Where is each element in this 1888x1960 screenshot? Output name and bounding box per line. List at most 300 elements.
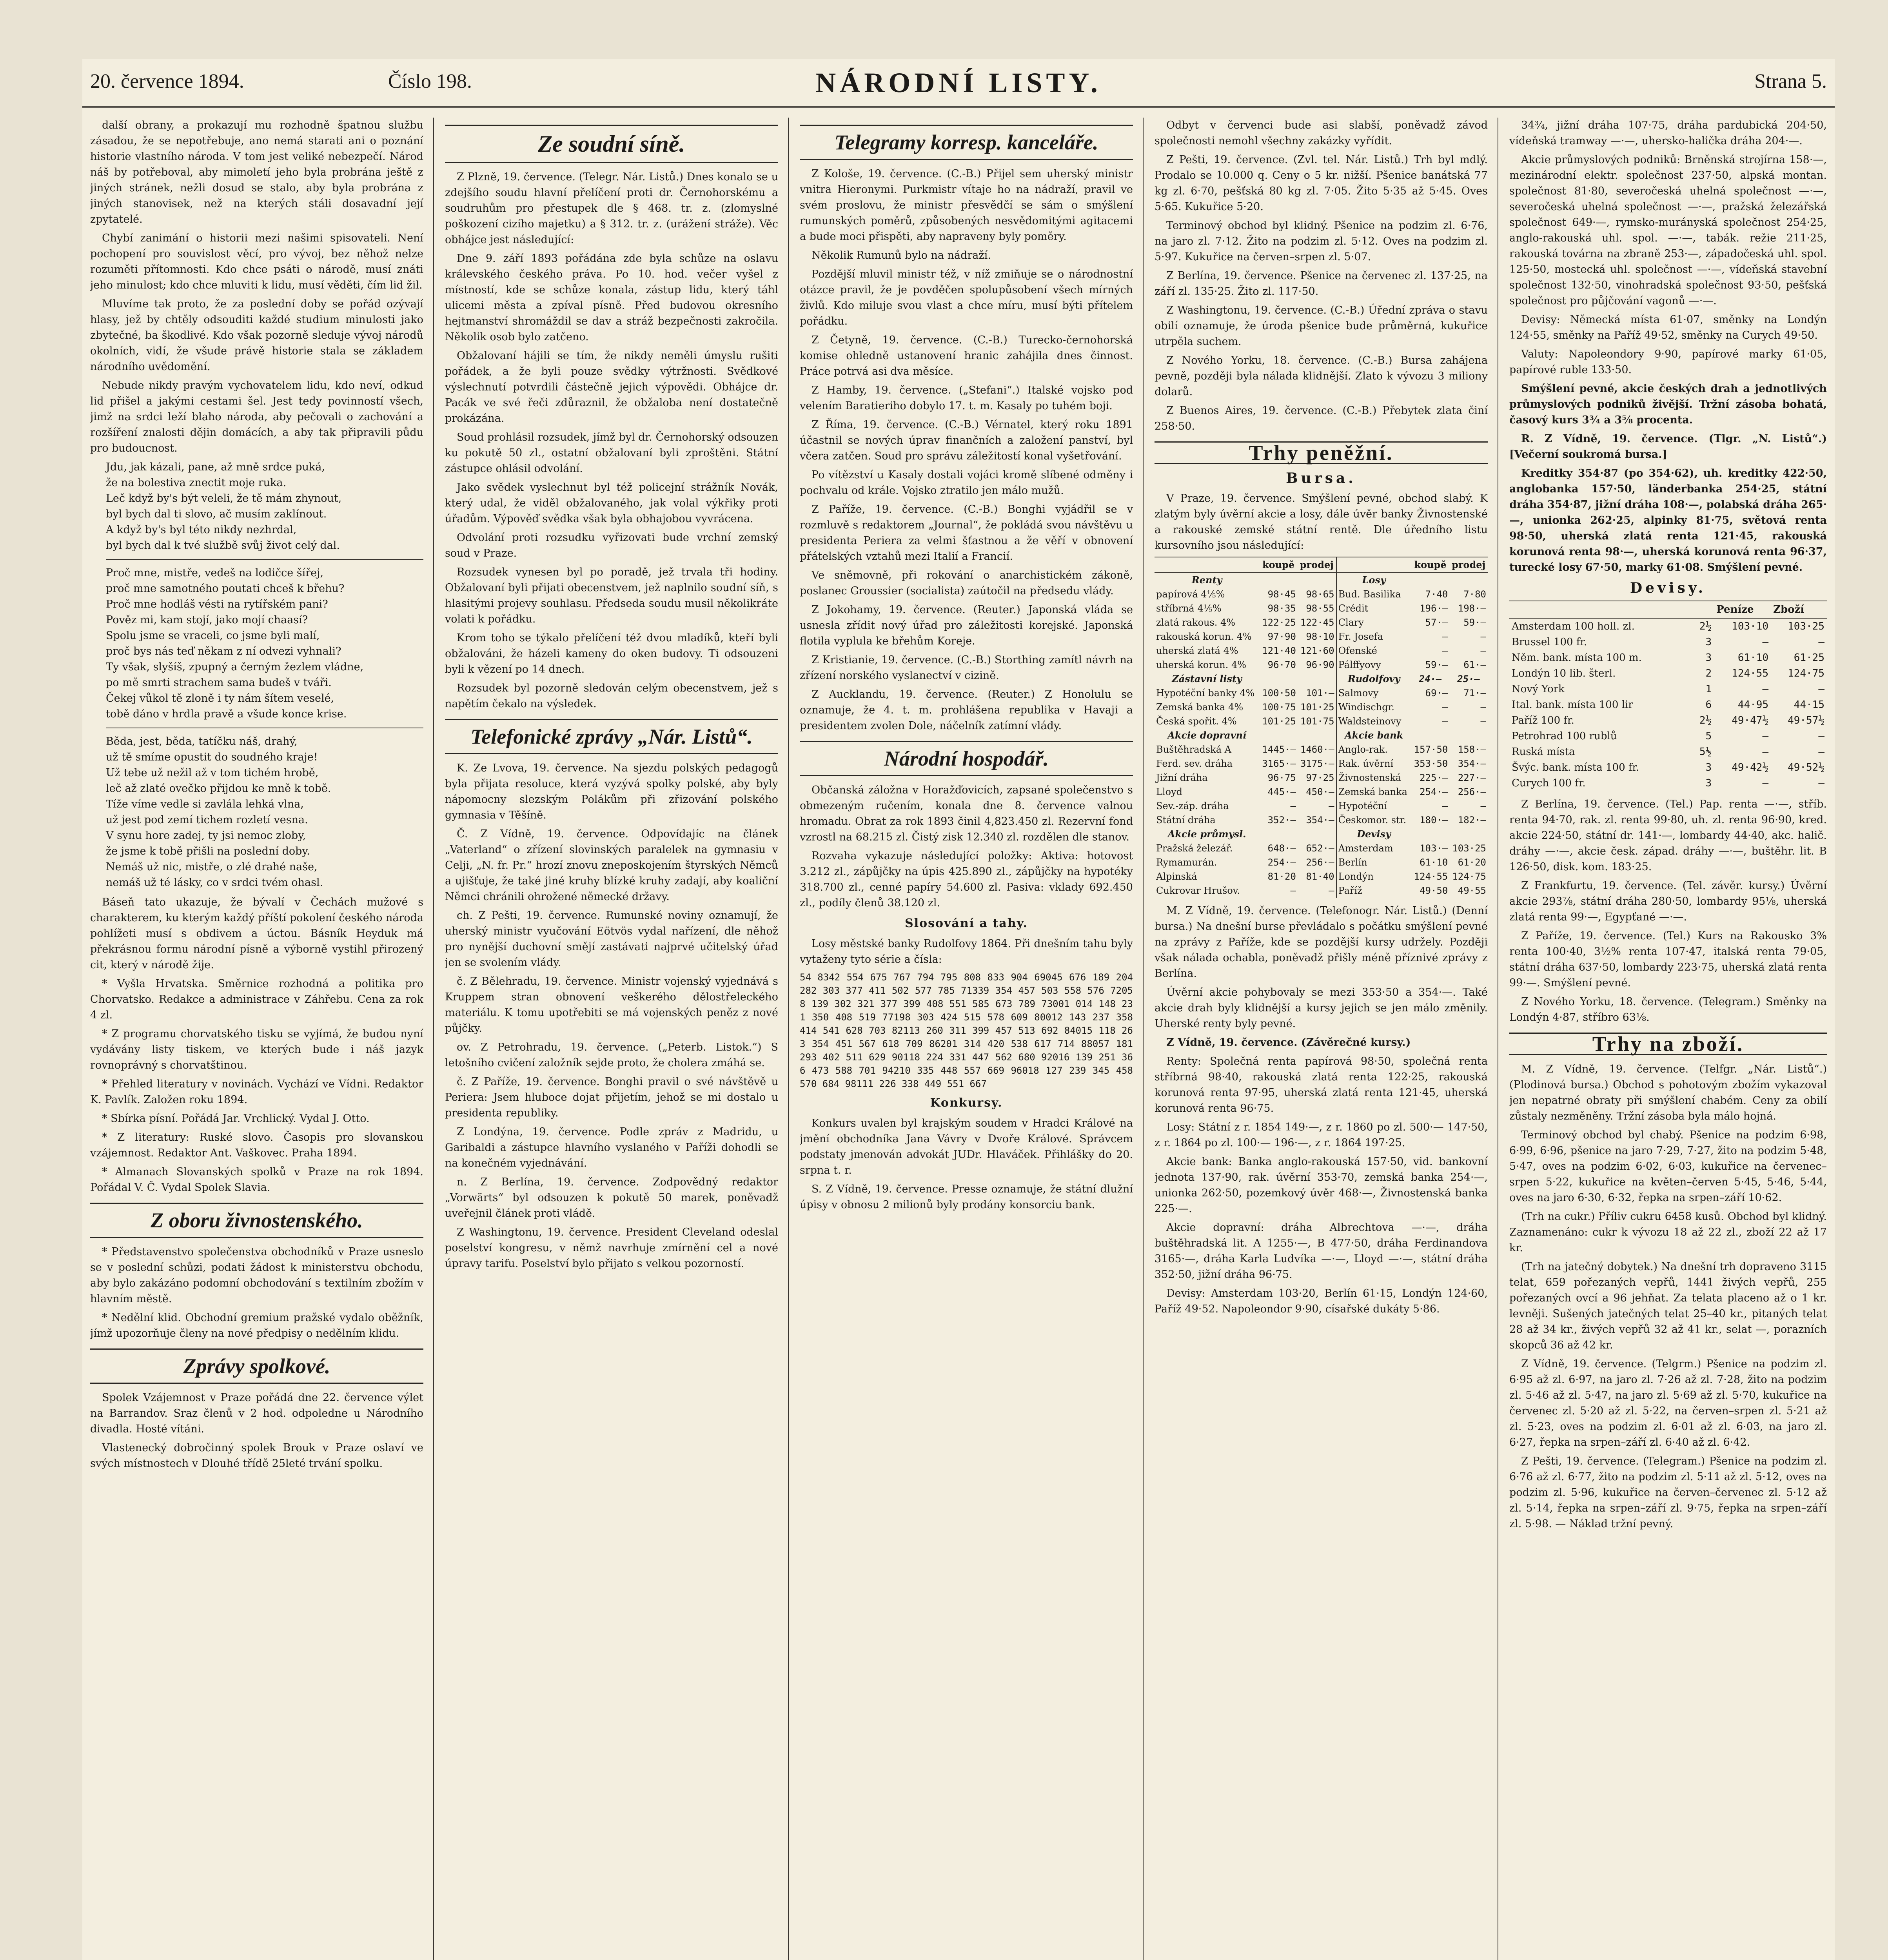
literature-notes: [90, 895, 423, 1196]
table-cell: Curych 100 fr.: [1512, 777, 1586, 789]
table-cell: 57·—: [1425, 617, 1448, 628]
table-cell: 254·—: [1267, 857, 1296, 868]
paragraph: Z Nového Yorku, 18. července. (Telegram.) Směnky na Londýn 4·87, stříbro 63⅛.: [1509, 996, 1827, 1024]
table-cell: —: [1442, 800, 1448, 811]
table-cell: 3: [1705, 777, 1712, 789]
paragraph: Z Washingtonu, 19. července. (C.-B.) Úřední zpráva o stavu obilí oznamuje, že úroda pšenice bude průměrná, kukuřice utrpěla suchem.: [1155, 304, 1488, 348]
paragraph: Z Aucklandu, 19. července. (Reuter.) Z Honolulu se oznamuje, že 4. t. m. prohlášena republika v Havaji a presidentem zvolen Dole, náčelník zatímní vlády.: [800, 688, 1133, 732]
poem: [90, 459, 423, 891]
article-history: [90, 118, 423, 456]
table-cell: 450·—: [1306, 786, 1334, 797]
table-cell: Ruská místa: [1512, 746, 1575, 758]
table-cell: 352·—: [1267, 815, 1296, 826]
table-cell: —: [1818, 730, 1824, 742]
table-cell: Nový York: [1512, 683, 1565, 695]
paragraph: Chybí zanimání o historii mezi našimi spisovateli. Není pochopení pro souvislost věcí, pro vývoj, bez něhož nelze rozuměti přítomnosti. Kdo chce psáti o národě, musí znáti jeho minulost; kdo chce mluviti k lidu, musí věděti, čím lid žil.: [90, 232, 423, 291]
paragraph: (Trh na cukr.) Příliv cukru 6458 kusů. Obchod byl klidný. Zaznamenáno: cukr k vývozu 18 až 22 zl., zboží 22 až 17 kr.: [1509, 1210, 1827, 1254]
table-cell: 44·95: [1737, 699, 1769, 711]
paragraph: Úvěrní akcie pohybovaly se mezi 353·50 a 354·—. Také akcie drah byly klidnější a kursy jejich se jen málo změnily. Uherské renty byly pevné.: [1155, 986, 1488, 1030]
table-cell: 61·25: [1794, 652, 1824, 664]
table-cell: [1259, 672, 1298, 686]
table-cell: —: [1329, 885, 1334, 896]
table-cell: —: [1442, 631, 1448, 642]
table-cell: —: [1818, 746, 1824, 758]
table-row: [1155, 757, 1488, 771]
table-cell: Buštěhradská A: [1156, 744, 1231, 755]
table-cell: 97·90: [1267, 631, 1296, 642]
paragraph: Valuty: Napoleondory 9·90, papírové marky 61·05, papírové ruble 133·50.: [1509, 348, 1827, 376]
table-cell: 354·—: [1306, 815, 1334, 826]
table-cell: Česká spořit. 4%: [1156, 716, 1237, 727]
table-cell: 180·—: [1420, 815, 1448, 826]
column-rule: [433, 118, 434, 1960]
table-row: [1155, 869, 1488, 884]
table-cell: Windischgr.: [1336, 700, 1411, 714]
poem-line: Nemáš už nic, mistře, o zlé drahé naše,: [106, 861, 318, 873]
table-cell: 61·—: [1463, 659, 1486, 670]
paragraph: Losy městské banky Rudolfovy 1864. Při dnešním tahu byly vytaženy tyto série a čísla:: [800, 938, 1133, 965]
table-cell: 98·45: [1267, 589, 1296, 600]
column-rule: [788, 118, 789, 1960]
table-cell: 44·15: [1794, 699, 1824, 711]
table-cell: 98·55: [1306, 603, 1334, 614]
subheading-lottery: Slosování a tahy.: [905, 916, 1028, 930]
table-cell: 445·—: [1267, 786, 1296, 797]
paragraph: * Z literatury: Ruské slovo. Časopis pro slovanskou vzájemnost. Redaktor Ant. Vaškovec. Praha 1894.: [90, 1131, 423, 1159]
table-cell: [1298, 728, 1336, 742]
table-row: [1509, 681, 1827, 697]
table-cell: 354·—: [1458, 758, 1486, 769]
table-cell: Losy: [1336, 573, 1411, 587]
table-row: [1155, 728, 1488, 742]
table-cell: 7·40: [1425, 589, 1448, 600]
poem-line: tobě dáno v hrdla pravě a všude konce krise.: [106, 708, 347, 720]
table-cell: Paříž 100 fr.: [1512, 715, 1574, 726]
table-cell: —: [1329, 800, 1334, 811]
table-cell: Rudolfovy: [1336, 672, 1411, 686]
table-row: [1155, 644, 1488, 658]
table-cell: 98·10: [1306, 631, 1334, 642]
table-cell: Alpinská: [1156, 871, 1197, 882]
table-cell: 1460·—: [1300, 744, 1334, 755]
table-header-cell: Zboží: [1771, 601, 1827, 618]
table-cell: Českomor. str.: [1336, 813, 1411, 827]
table-cell: 49·52½: [1788, 762, 1824, 773]
paragraph: R. Z Vídně, 19. července. (Tlgr. „N. Listů“.) [Večerní soukromá bursa.]: [1509, 433, 1827, 461]
table-cell: 103·—: [1420, 843, 1448, 854]
table-cell: Berlín: [1336, 855, 1411, 869]
table-cell: 157·50: [1414, 744, 1448, 755]
table-cell: 3165·—: [1262, 758, 1296, 769]
paragraph: ov. Z Petrohradu, 19. července. („Peterb. Listok.“) S letošního cvičení založník sejde proto, že cholera zmáhá se.: [445, 1041, 778, 1069]
poem-line: už jest pod zemí tichem rozletí vesna.: [106, 814, 308, 826]
paragraph: Mluvíme tak proto, že za poslední doby se pořád ozývají hlasy, jež by chtěly odsouditi každé studium minulosti jako zbytečné, ba škodlivé. Kdo však pozorně sleduje vývoj národů okolních, vidí, že všude právě historie stala se základem národního uvědomění.: [90, 298, 423, 373]
paragraph: Z Londýna, 19. července. Podle zpráv z Madridu, u Garibaldi a zástupce hlavního vyslaného v Paříži dohodli se na konečném vyjednávání.: [445, 1126, 778, 1169]
paragraph: S. Z Vídně, 19. července. Presse oznamuje, že státní dlužní úpisy v obnosu 2 milionů byly prodány konsorciu bank.: [800, 1183, 1133, 1211]
paragraph: n. Z Berlína, 19. července. Zodpovědný redaktor „Vorwärts“ byl odsouzen k pokutě 50 marek, poněvadž uveřejnil článek proti vládě.: [445, 1176, 778, 1220]
paragraph: Několik Rumunů bylo na nádraží.: [811, 249, 991, 261]
section-heading-economy: Národní hospodář.: [800, 741, 1133, 776]
table-cell: 100·50: [1262, 688, 1296, 699]
paragraph: Z Berlína, 19. července. Pšenice na červenec zl. 137·25, na září zl. 135·25. Žito zl. 117·50.: [1155, 270, 1488, 298]
table-cell: 103·25: [1788, 621, 1824, 632]
paragraph: Smýšlení pevné, akcie českých drah a jednotlivých průmyslových podniků živější. Tržní zásoba bohatá, časový kurs 3¾ a 3⅝ procenta.: [1509, 383, 1827, 426]
table-header-row: [1509, 601, 1827, 618]
table-header-cell: prodej: [1449, 557, 1488, 573]
table-cell: —: [1762, 746, 1769, 758]
table-cell: Akcie bank: [1336, 728, 1411, 742]
paragraph: Z Kristianie, 19. července. (C.-B.) Storthing zamítl návrh na zřízení norského vyslanectví v cizině.: [800, 654, 1133, 682]
section-heading-commodity-markets: Trhy na zboží.: [1509, 1033, 1827, 1055]
table-cell: Zemská banka 4%: [1156, 702, 1244, 713]
paragraph: Z Vídně, 19. července. (Telgrm.) Pšenice na podzim zl. 6·95 až zl. 6·97, na jaro zl. 7·26 až zl. 7·28, žito na podzim zl. 5·46 až zl. 5·47, na jaro zl. 5·69 až zl. 5·70, kukuřice na červenec zl. 5·20 až zl. 5·22, na červen–srpen zl. 5·21 až zl. 5·23, oves na podzim zl. 6·01 až zl. 6·03, na jaro zl. 6·27, řepka na srpen–září zl. 6·40 až zl. 6·42.: [1509, 1358, 1827, 1448]
paragraph: Odvolání proti rozsudku vyřizovati bude vrchní zemský soud v Praze.: [445, 532, 778, 559]
table-cell: Rak. úvěrní: [1336, 757, 1411, 771]
table-cell: uherská korun. 4%: [1156, 659, 1247, 670]
table-cell: 198·—: [1458, 603, 1486, 614]
poem-line: Běda, jest, běda, tatíčku náš, drahý,: [106, 735, 298, 748]
table-cell: 1: [1705, 683, 1712, 695]
table-cell: 353·50: [1414, 758, 1448, 769]
table-cell: Paříž: [1336, 884, 1411, 898]
table-cell: Státní dráha: [1156, 815, 1216, 826]
exchange-rates-table: [1155, 557, 1488, 898]
table-cell: 124·55: [1414, 871, 1448, 882]
table-cell: 103·25: [1452, 843, 1486, 854]
table-cell: Zástavní listy: [1172, 673, 1242, 684]
table-header-cell: [1155, 557, 1259, 573]
paragraph: Renty: Společná renta papírová 98·50, společná renta stříbrná 98·40, rakouská zlatá renta 122·25, rakouská korunová renta 97·95, uherská zlatá renta 121·45, uherská korunová renta 96·75.: [1155, 1055, 1488, 1114]
section-heading-trade: Z oboru živnostenského.: [90, 1203, 423, 1238]
table-cell: 49·47½: [1732, 715, 1769, 726]
section-heading-court: Ze soudní síně.: [445, 125, 778, 163]
table-cell: 101·—: [1306, 688, 1334, 699]
paragraph: Pozdější mluvil ministr též, v níž zmiňuje se o národnostní otázce pravil, že je povděčen spolupůsobení všech mírných živlů. Kdo miluje svou vlast a chce míru, musí býti přítelem pořádku.: [800, 268, 1133, 327]
table-cell: Hypotéční banky 4%: [1156, 688, 1255, 699]
table-header-cell: Peníze: [1714, 601, 1771, 618]
masthead: [82, 59, 1835, 108]
table-header-cell: koupě: [1411, 557, 1450, 573]
table-cell: rakouská korun. 4%: [1156, 631, 1252, 642]
poem-line: byl bych dal k tvé službě svůj život celý dal.: [106, 539, 340, 552]
table-cell: [1259, 573, 1298, 587]
table-row: [1155, 714, 1488, 728]
table-cell: 101·25: [1300, 702, 1334, 713]
table-header-row: [1155, 557, 1488, 573]
table-cell: 2½: [1699, 621, 1712, 632]
table-row: [1509, 697, 1827, 713]
paragraph: Terminový obchod byl chabý. Pšenice na podzim 6·98, 6·99, 6·96, pšenice na jaro 7·29, 7·27, žito na podzim 5·48, 5·47, oves na podzim 6·02, 6·03, kukuřice na červenec–srpen 5·22, kukuřice na květen–červen 5·45, 5·46, 5·44, oves na jaro 6·30, 6·32, řepka na srpen–září 10·62.: [1509, 1129, 1827, 1204]
paragraph: Z Paříže, 19. července. (C.-B.) Bonghi vyjádřil se v rozmluvě s redaktorem „Journal“, že pokládá svou návštěvu u presidenta Periera za velmi šťastnou a že věří v obnovení přátelských vztahů mezi Italií a Francií.: [800, 503, 1133, 563]
table-cell: 196·—: [1420, 603, 1448, 614]
paragraph: Konkurs uvalen byl krajským soudem v Hradci Králové na jmění obchodníka Jana Vávry v Dvoře Králové. Správcem podstaty jmenován advokát JUDr. Hlaváček. Přihlášky do 20. srpna t. r.: [800, 1117, 1133, 1176]
table-cell: Něm. bank. místa 100 m.: [1512, 652, 1642, 664]
table-cell: 49·42½: [1732, 762, 1769, 773]
paragraph: č. Z Paříže, 19. července. Bonghi pravil o své návštěvě u Periera: Jsem hluboce dojat přijetím, jehož se mi dostalo u presidenta republiky.: [445, 1076, 778, 1119]
table-cell: Waldsteinovy: [1336, 714, 1411, 728]
table-cell: 98·35: [1267, 603, 1296, 614]
table-cell: papírová 4⅕%: [1156, 589, 1225, 600]
table-cell: 121·60: [1300, 645, 1334, 656]
table-header-cell: [1509, 601, 1691, 618]
table-cell: —: [1480, 716, 1486, 727]
paragraph: V Praze, 19. července. Smýšlení pevné, obchod slabý. K zlatým byly úvěrní akcie a losy, dále úvěr banky Živnostenské a rakouské zemské státní rentě. Dle úředního listu kursovního jsou následující:: [1155, 492, 1488, 552]
table-cell: 101·25: [1262, 716, 1296, 727]
paragraph: další obrany, a prokazují mu rozhodně špatnou službu zásadou, že se nepotřebuje, ano nemá starati ani o poznání historie vlastního národa. V tom jest veliké nebezpečí. Národ náš by potřeboval, aby mimoletí jeho byla probrána ještě z jiných stránek, nežli dosud se stalo, aby byla probrána z jiných stanovisek, než na kterých stáli dosavadní její zpytatelé.: [90, 119, 423, 225]
table-cell: Rymamurán.: [1156, 857, 1217, 868]
table-row: [1509, 744, 1827, 760]
table-cell: 97·25: [1306, 772, 1334, 783]
poem-line: proč mne samotného poutati chceš k břehu?: [106, 583, 345, 595]
issue-number: Číslo 198.: [388, 70, 472, 93]
subheading-stock-exchange: Bursa.: [1286, 470, 1356, 486]
paragraph: Z Pešti, 19. července. (Telegram.) Pšenice na podzim zl. 6·76 až zl. 6·77, žito na podzim zl. 5·11 až zl. 5·12, oves na podzim zl. 5·96, kukuřice na červen–červenec zl. 5·12 až zl. 5·14, řepka na srpen–září zl. 9·75, řepka na srpen–září zl. 5·98. — Náklad tržní pevný.: [1509, 1455, 1827, 1530]
paragraph: č. Z Bělehradu, 19. července. Ministr vojenský vyjednává s Kruppem stran obnovení veškerého dělostřeleckého materiálu. K tomu upotřebiti se má vojenských peněz z nové půjčky.: [445, 975, 778, 1034]
table-cell: 652·—: [1306, 843, 1334, 854]
issue-date: 20. července 1894.: [90, 70, 244, 93]
table-cell: Fr. Josefa: [1336, 630, 1411, 644]
table-cell: Akcie průmysl.: [1167, 828, 1246, 840]
table-cell: Ofenské: [1336, 644, 1411, 658]
table-cell: 122·25: [1262, 617, 1296, 628]
table-cell: 3: [1705, 636, 1712, 648]
newspaper-title: NÁRODNÍ LISTY.: [815, 67, 1102, 98]
table-row: [1509, 775, 1827, 791]
paragraph: Rozsudek vynesen byl po poradě, jež trvala tři hodiny. Obžalovaní byli přijati obecenstvem, jež naplnilo soudní síň, s hlasitými projevy souhlasu. Předseda soudu musil několikráte volati k pořádku.: [445, 566, 778, 625]
poem-line: že jsme k tobě přišli na poslední doby.: [106, 845, 310, 857]
section-heading-money-markets: Trhy peněžní.: [1155, 441, 1488, 464]
paragraph: * Z programu chorvatského tisku se vyjímá, že budou nyní vydávány listy tiskem, ve kterých bude i náš jazyk rovnoprávný s chorvatštinou.: [90, 1028, 423, 1071]
table-cell: [1298, 827, 1336, 841]
paragraph: Spolek Vzájemnost v Praze pořádá dne 22. července výlet na Barrandov. Sraz členů v 2 hod. odpoledne u Národního divadla. Hosté vítáni.: [90, 1392, 423, 1435]
table-cell: 3175·—: [1300, 758, 1334, 769]
table-cell: Jižní dráha: [1156, 772, 1208, 783]
table-cell: [1298, 672, 1336, 686]
divider: [106, 559, 423, 560]
column-1: [90, 118, 423, 1960]
table-row: [1155, 855, 1488, 869]
table-cell: 3: [1705, 652, 1712, 664]
paragraph: Č. Z Vídně, 19. července. Odpovídajíc na článek „Vaterland“ o zřízení slovinských paralelek na gymnasiu v Celji, „N. fr. Pr.“ hrozí znovu zneposkojením štyrských Němců a ujišťuje, že také jiné kruhy blízké kruhy zadají, aby koaliční Němci chránili ohrožené německé državy.: [445, 828, 778, 903]
table-row: [1509, 713, 1827, 728]
table-cell: —: [1762, 777, 1769, 789]
table-row: [1155, 813, 1488, 827]
paragraph: Akcie průmyslových podniků: Brněnská strojírna 158·—, mezinárodní elektr. společnost 237·50, alpská montan. společnost 81·80, severočeská uhelná společnost —·—, severočeská uhelná společnost —·—, pražská železářská společnost 649·—, rymsko-murányská společnost 254·25, anglo-rakouská uhl. spol. —·—, tabák. režie 211·25, rakouská továrna na zbraně 253·—, západočeská uhl. spol. 125·50, mostecká uhl. společnost —·—, vídeňská stavební společnost 132·50, vinohradská společnost 93·50, pešťská společnost pro půjčování vagonů —·—.: [1509, 154, 1827, 307]
table-row: [1155, 827, 1488, 841]
table-row: [1155, 573, 1488, 587]
table-cell: —: [1818, 777, 1824, 789]
table-cell: 101·75: [1300, 716, 1334, 727]
poem-line: Proč mne hodláš vésti na rytířském pani?: [106, 598, 328, 610]
paragraph: Ve sněmovně, při rokování o anarchistickém zákoně, poslanec Groussier (socialista) zaútočil na předsedu vlády.: [800, 569, 1133, 597]
table-cell: [1259, 728, 1298, 742]
paragraph: * Almanach Slovanských spolků v Praze na rok 1894. Pořádal V. Č. Vydal Spolek Slavia.: [90, 1166, 423, 1194]
table-cell: —: [1762, 636, 1769, 648]
table-cell: —: [1480, 702, 1486, 713]
poem-line: už tě smíme opustit do soudného kraje!: [106, 751, 318, 763]
table-cell: —: [1442, 645, 1448, 656]
table-row: [1155, 841, 1488, 855]
table-cell: 3: [1705, 762, 1712, 773]
paragraph: M. Z Vídně, 19. července. (Telfgr. „Nár. Listů“.) (Plodinová bursa.) Obchod s pohotovým zbožím vykazoval jen nepatrné obraty při smýšlení chabém. Ceny za obilí zůstaly nezměněny. Tržní zásoba byla málo hojná.: [1509, 1063, 1827, 1122]
poem-line: V synu hore zadej, ty jsi nemoc zloby,: [106, 829, 306, 842]
table-row: [1509, 760, 1827, 775]
table-cell: 5½: [1699, 746, 1712, 758]
table-cell: 69·—: [1425, 688, 1448, 699]
lottery-numbers: 54 8342 554 675 767 794 795 808 833 904 69045 676 189 204 282 303 377 411 502 577 785 71339 354 457 503 558 576 72058 139 302 321 377 399 408 551 585 673 789 73001 014 148 231 350 408 519 77198 303 424 515 578 609 80012 143 237 358 414 541 628 703 82113 260 311 399 457 513 692 84015 118 263 354 451 567 618 709 86201 314 420 538 617 714 88057 181 293 402 511 629 90118 224 331 447 562 680 92016 139 251 366 473 588 701 94210 335 448 557 669 96018 127 239 345 458 570 684 98111 226 338 449 551 667: [800, 972, 1133, 1089]
table-cell: 5: [1705, 730, 1712, 742]
table-cell: 24·—: [1419, 673, 1442, 684]
table-row: [1155, 799, 1488, 813]
table-header-cell: [1691, 601, 1714, 618]
table-cell: Švýc. bank. místa 100 fr.: [1512, 762, 1639, 773]
poem-line: leč až zlaté ovečko přijdou ke mně k tobě.: [106, 782, 331, 795]
paragraph: (Trh na jatečný dobytek.) Na dnešní trh dopraveno 3115 telat, 659 pořezaných vepřů, 1441 živých vepřů, 255 pořezaných ovcí a 96 jehňat. Za telata placeno až o 1 kr. levněji. Sušených jatečných telat 25–40 kr., pitaných telat 28 až 34 kr., živých vepřů 32 až 41 kr., selat —, porazních skopců 36 až 42 kr.: [1509, 1261, 1827, 1351]
column-3: [800, 118, 1133, 1960]
table-cell: Živnostenská: [1336, 771, 1411, 785]
table-cell: 49·55: [1458, 885, 1486, 896]
paragraph: Krom toho se týkalo přelíčení též dvou mladíků, kteří byli obžalováni, že házeli kameny do oken budovy. Ti odsouzeni byli k vězení po 14 dnech.: [445, 632, 778, 675]
table-cell: Pražská železář.: [1156, 843, 1233, 854]
column-5: [1509, 118, 1827, 1960]
table-cell: 6: [1705, 699, 1712, 711]
paragraph: * Sbírka písní. Pořádá Jar. Vrchlický. Vydal J. Otto.: [102, 1112, 370, 1125]
table-cell: Renty: [1191, 574, 1222, 586]
table-row: [1509, 728, 1827, 744]
table-cell: 225·—: [1420, 772, 1448, 783]
table-cell: —: [1480, 800, 1486, 811]
table-cell: 96·70: [1267, 659, 1296, 670]
table-cell: 49·50: [1420, 885, 1448, 896]
table-cell: stříbrná 4⅕%: [1156, 603, 1222, 614]
table-cell: Londýn 10 lib. šterl.: [1512, 668, 1616, 679]
table-cell: Salmovy: [1336, 686, 1411, 700]
table-row: [1155, 658, 1488, 672]
paragraph: Z Frankfurtu, 19. července. (Tel. závěr. kursy.) Úvěrní akcie 293⅞, státní dráha 280·50, lombardy 95⅛, uherská zlatá renta 99·—, Egypťané —·—.: [1509, 880, 1827, 923]
table-cell: 122·45: [1300, 617, 1334, 628]
paragraph: Kreditky 354·87 (po 354·62), uh. kreditky 422·50, anglobanka 157·50, länderbanka 254·25, státní dráha 354·87, jižní dráha 108·—, polabská dráha 265·—, unionka 262·25, alpinky 81·75, světová renta 98·50, uherská zlatá renta 121·45, rakouská korunová renta 98·—, uherská korunová renta 96·37, turecké losy 67·50, marky 61·08. Smýšlení pevné.: [1509, 467, 1827, 573]
paragraph: Po vítězství u Kasaly dostali vojáci kromě slíbené odměny i pochvalu od krále. Vojsko ztratilo jen málo mužů.: [800, 469, 1133, 497]
table-cell: 1445·—: [1262, 744, 1296, 755]
page-number: Strana 5.: [1754, 70, 1827, 93]
paragraph: Z Nového Yorku, 18. července. (C.-B.) Bursa zahájena pevně, později byla nálada klidnější. Zlato k vývozu 3 miliony dolarů.: [1155, 354, 1488, 398]
paragraph: Z Paříže, 19. července. (Tel.) Kurs na Rakousko 3% renta 100·40, 3½% renta 107·47, italská renta 79·05, státní dráha 637·50, lombardy 223·75, uherská zlatá renta 99·—. Smýšlení pevné.: [1509, 930, 1827, 989]
table-cell: —: [1480, 645, 1486, 656]
paragraph: Losy: Státní z r. 1854 149·—, z r. 1860 po zl. 500·— 147·50, z r. 1864 po zl. 100·— 196·—, z r. 1864 197·25.: [1155, 1121, 1488, 1149]
table-cell: 158·—: [1458, 744, 1486, 755]
table-cell: Zemská banka: [1336, 785, 1411, 799]
poem-line: Jdu, jak kázali, pane, až mně srdce puká,: [106, 461, 325, 473]
table-cell: Londýn: [1336, 869, 1411, 884]
paragraph: Akcie bank: Banka anglo-rakouská 157·50, vid. bankovní jednota 137·90, rak. úvěrní 353·70, zemská banka 254·—, unionka 262·50, pozemkový úvěr 468·—, Živnostenská banka 225·—.: [1155, 1156, 1488, 1215]
table-cell: uherská zlatá 4%: [1156, 645, 1238, 656]
table-row: [1509, 618, 1827, 634]
paragraph: Z Washingtonu, 19. července. President Cleveland odeslal poselství kongresu, v němž navrhuje zmírnění cel a nové úpravy tarifu. Poselství bylo přijato s velkou pozorností.: [445, 1226, 778, 1270]
table-row: [1155, 785, 1488, 799]
poem-line: byl bych dal ti slovo, ač musím zaklínout.: [106, 508, 327, 520]
poem-line: po mě smrti strachem sama budeš v tváři.: [106, 677, 332, 689]
table-header-cell: [1336, 557, 1411, 573]
paragraph: Devisy: Amsterdam 103·20, Berlín 61·15, Londýn 124·60, Paříž 49·52. Napoleondor 9·90, císařské dukáty 5·86.: [1155, 1287, 1488, 1315]
table-header-cell: koupě: [1259, 557, 1298, 573]
table-cell: Akcie dopravní: [1167, 730, 1247, 741]
paragraph: Terminový obchod byl klidný. Pšenice na podzim zl. 6·76, na jaro zl. 7·12. Žito na podzim zl. 5·12. Oves na podzim zl. 5·97. Kukuřice na červen–srpen zl. 5·07.: [1155, 220, 1488, 263]
table-cell: 648·—: [1267, 843, 1296, 854]
table-cell: 71·—: [1463, 688, 1486, 699]
table-cell: 227·—: [1458, 772, 1486, 783]
table-cell: —: [1290, 800, 1296, 811]
paragraph: Nebude nikdy pravým vychovatelem lidu, kdo neví, odkud lid přišel a jakými cestami šel. Jest tedy povinností všech, jimž na srdci leží blaho národa, aby pečovali o zachování a rozšíření znalosti dějin domácích, a aby tak připravili půdu pro budoucnost.: [90, 379, 423, 454]
table-cell: 121·40: [1262, 645, 1296, 656]
paragraph: Z Hamby, 19. července. („Stefani“.) Italské vojsko pod velením Baratieriho dobylo 17. t. m. Kasaly po tuhém boji.: [800, 384, 1133, 412]
table-cell: 256·—: [1458, 786, 1486, 797]
table-cell: 96·90: [1306, 659, 1334, 670]
paragraph: Z Jokohamy, 19. července. (Reuter.) Japonská vláda se usnesla zřídit nový úřad pro záležitosti korejské. Japonská flotila vyplula ke břehům Koreje.: [800, 604, 1133, 647]
table-cell: 124·75: [1452, 871, 1486, 882]
paragraph: Z Berlína, 19. července. (Tel.) Pap. renta —·—, stříb. renta 94·70, rak. zl. renta 99·80, uh. zl. renta 96·90, kred. akcie 224·50, státní dr. 141·—, lombardy 44·40, akc. halič. dráhy —·—, akcie česk. západ. dráhy —·—, buštěhr. lit. B 126·50, disk. kom. 183·25.: [1509, 798, 1827, 873]
paragraph: Z Plzně, 19. července. (Telegr. Nár. Listů.) Dnes konalo se u zdejšího soudu hlavní přelíčení proti dr. Černohorskému a soudruhům pro přestupek dle § 468. tr. z. (zlomyslné poškození cizího majetku) a § 312. tr. z. (urážení stráže). Věc obhájce jest následující:: [445, 171, 778, 246]
currency-table: [1509, 601, 1827, 791]
table-cell: [1411, 827, 1450, 841]
paragraph: Jako svědek vyslechnut byl též policejní strážník Novák, který udal, že viděl obžalovaného, jak volal výkřiky proti úřadům. Výpověď svědka však byla obhajobou vyvrácena.: [445, 481, 778, 525]
paragraph: Z Četyně, 19. července. (C.-B.) Turecko-černohorská komise ohledně ustanovení hranic zahájila dnes činnost. Práce potrvá asi dva měsíce.: [800, 334, 1133, 377]
table-row: [1155, 630, 1488, 644]
subheading-bankruptcies: Konkursy.: [930, 1096, 1003, 1110]
table-cell: Pálffyovy: [1336, 658, 1411, 672]
paragraph: Rozsudek byl pozorně sledován celým obecenstvem, jež s napětím čekalo na výsledek.: [445, 682, 778, 710]
table-cell: 81·20: [1267, 871, 1296, 882]
table-cell: Petrohrad 100 rublů: [1512, 730, 1617, 742]
table-cell: 61·10: [1737, 652, 1769, 664]
section-heading-telephone-news: Telefonické zprávy „Nár. Listů“.: [445, 719, 778, 754]
table-row: [1155, 771, 1488, 785]
paragraph: Odbyt v červenci bude asi slabší, poněvadž závod společnosti nemohl všechny zakázky vyřídit.: [1155, 119, 1488, 147]
table-cell: Amsterdam 100 holl. zl.: [1512, 621, 1635, 632]
paragraph: Obžalovaní hájili se tím, že nikdy neměli úmyslu rušiti pořádek, a že byli pouze svědky výtržnosti. Svědkové výslechnutí potvrdili částečně jejich výpovědi. Obhájce dr. Pacák ve své řeči zdůraznil, že obžaloba není dostatečně prokázána.: [445, 350, 778, 425]
paragraph: Z Kološe, 19. července. (C.-B.) Přijel sem uherský ministr vnitra Hieronymi. Purkmistr vítaje ho na nádraží, pravil ve svém proslovu, že ministr přesvědčí se sám o smýšlení rumunských poměrů, způsobených nesvědomitými agitacemi a bude moci přispěti, aby napraveny byly poměry.: [800, 168, 1133, 243]
poem-line: Čekej vůkol tě zloně i ty nám šítem veselé,: [106, 692, 334, 704]
table-cell: 25·—: [1457, 673, 1480, 684]
table-cell: Hypotéční: [1336, 799, 1411, 813]
section-heading-telegrams: Telegramy korresp. kanceláře.: [800, 125, 1133, 160]
table-row: [1155, 587, 1488, 601]
poem-line: Tíže víme vedle si zavlála lehká vlna,: [106, 798, 304, 810]
poem-line: nemáš už té lásky, co v srdci tvém ohasl.: [106, 877, 323, 889]
poem-line: proč bys nás teď někam z ní odvezi vyhnali?: [106, 645, 341, 657]
table-cell: Clary: [1336, 615, 1411, 630]
poem-line: Leč když by's být veleli, že tě mám zhynout,: [106, 492, 342, 505]
table-cell: 2: [1705, 668, 1712, 679]
table-cell: —: [1818, 636, 1824, 648]
table-row: [1155, 615, 1488, 630]
table-cell: [1449, 827, 1488, 841]
table-row: [1155, 686, 1488, 700]
paragraph: Z Říma, 19. července. (C.-B.) Vérnatel, který roku 1891 účastnil se nových úprav finančních a založení panství, byl včera zatčen. Soud pro správu záležitostí konal vyšetřování.: [800, 419, 1133, 462]
subheading-currencies: Devisy.: [1630, 580, 1706, 596]
section-heading-associations: Zprávy spolkové.: [90, 1348, 423, 1384]
table-cell: 98·65: [1306, 589, 1334, 600]
poem-line: Proč mne, mistře, vedeš na lodičce šířej,: [106, 567, 324, 579]
table-cell: —: [1442, 702, 1448, 713]
paragraph: * Nedělní klid. Obchodní gremium pražské vydalo oběžník, jímž upozorňuje členy na nové předpisy o nedělním klidu.: [90, 1312, 423, 1339]
paragraph: Občanská záložna v Horažďovicích, zapsané společenstvo s obmezeným ručením, konala dne 8. července valnou hromadu. Obrat za rok 1893 činil 4,823.450 zl. Rezervní fond vzrostl na 68.215 zl. Čistý zisk 12.340 zl. rozdělen dle stanov.: [800, 784, 1133, 843]
table-cell: 124·75: [1788, 668, 1824, 679]
table-row: [1155, 601, 1488, 615]
paragraph: Vlastenecký dobročinný spolek Brouk v Praze oslaví ve svých místnostech v Dlouhé třídě 25leté trvání spolku.: [90, 1442, 423, 1470]
table-cell: 103·10: [1732, 621, 1769, 632]
table-cell: —: [1762, 730, 1769, 742]
table-cell: Sev.-záp. dráha: [1156, 800, 1229, 811]
